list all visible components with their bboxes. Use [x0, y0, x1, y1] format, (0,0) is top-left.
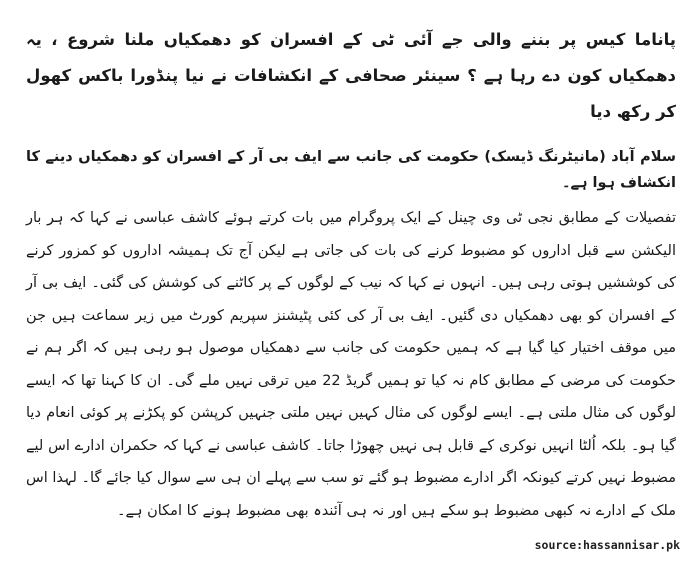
article-lead: سلام آباد (مانیٹرنگ ڈیسک) حکومت کی جانب سے ایف بی آر کے افسران کو دھمکیاں دینے کا انکشاف ہوا ہے۔ [26, 149, 676, 191]
article [26, 22, 676, 527]
article-headline: پاناما کیس پر بننے والی جے آئی ٹی کے افسران کو دھمکیاں ملنا شروع ، یہ دھمکیاں کون دے رہا ہے ؟ سینئر صحافی کے انکشافات نے نیا پنڈورا باکس کھول کر رکھ دیا [26, 30, 676, 121]
article-body: تفصیلات کے مطابق نجی ٹی وی چینل کے ایک پروگرام میں بات کرتے ہوئے کاشف عباسی نے کہا کہ ہر بار الیکشن سے قبل اداروں کو مضبوط کرنے کی بات کی جاتی ہے لیکن آج تک ہمیشہ اداروں کو کمزور کرنے کی کوششیں ہوتی رہی ہیں۔ انہوں نے کہا کہ نیب کے لوگوں کے پر کاٹنے کی کوشش کی گئی۔ ایف بی آر کے افسران کو بھی دھمکیاں دی گئیں۔ ایف بی آر کی کئی پٹیشنز سپریم کورٹ میں زیر سماعت ہیں جن میں موقف اختیار کیا گیا ہے کہ ہمیں حکومت کی جانب سے دھمکیاں موصول ہو رہی ہیں کہ اگر ہم نے حکومت کی مرضی کے مطابق کام نہ کیا تو ہمیں گریڈ 22 میں ترقی نہیں ملے گی۔ ان کا کہنا تھا کہ ایسے لوگوں کی مثال ملتی ہے۔ ایسے لوگوں کی مثال کہیں نہیں ملتی جنہیں کرپشن کو پکڑنے پر کوئی انعام دیا گیا ہو۔ بلکہ اُلٹا انہیں نوکری کے قابل ہی نہیں چھوڑا جاتا۔ کاشف عباسی نے کہا کہ حکمران ادارے اس لیے مضبوط نہیں کرتے کیونکہ اگر ادارے مضبوط ہو گئے تو سب سے پہلے ان ہی سے سوال کیا جائے گا۔ لہذا اس ملک کے ادارے نہ کبھی مضبوط ہو سکے ہیں اور نہ ہی آئندہ بھی مضبوط ہونے کا امکان ہے۔ [26, 210, 676, 519]
source-credit: source:hassannisar.pk [534, 538, 680, 552]
